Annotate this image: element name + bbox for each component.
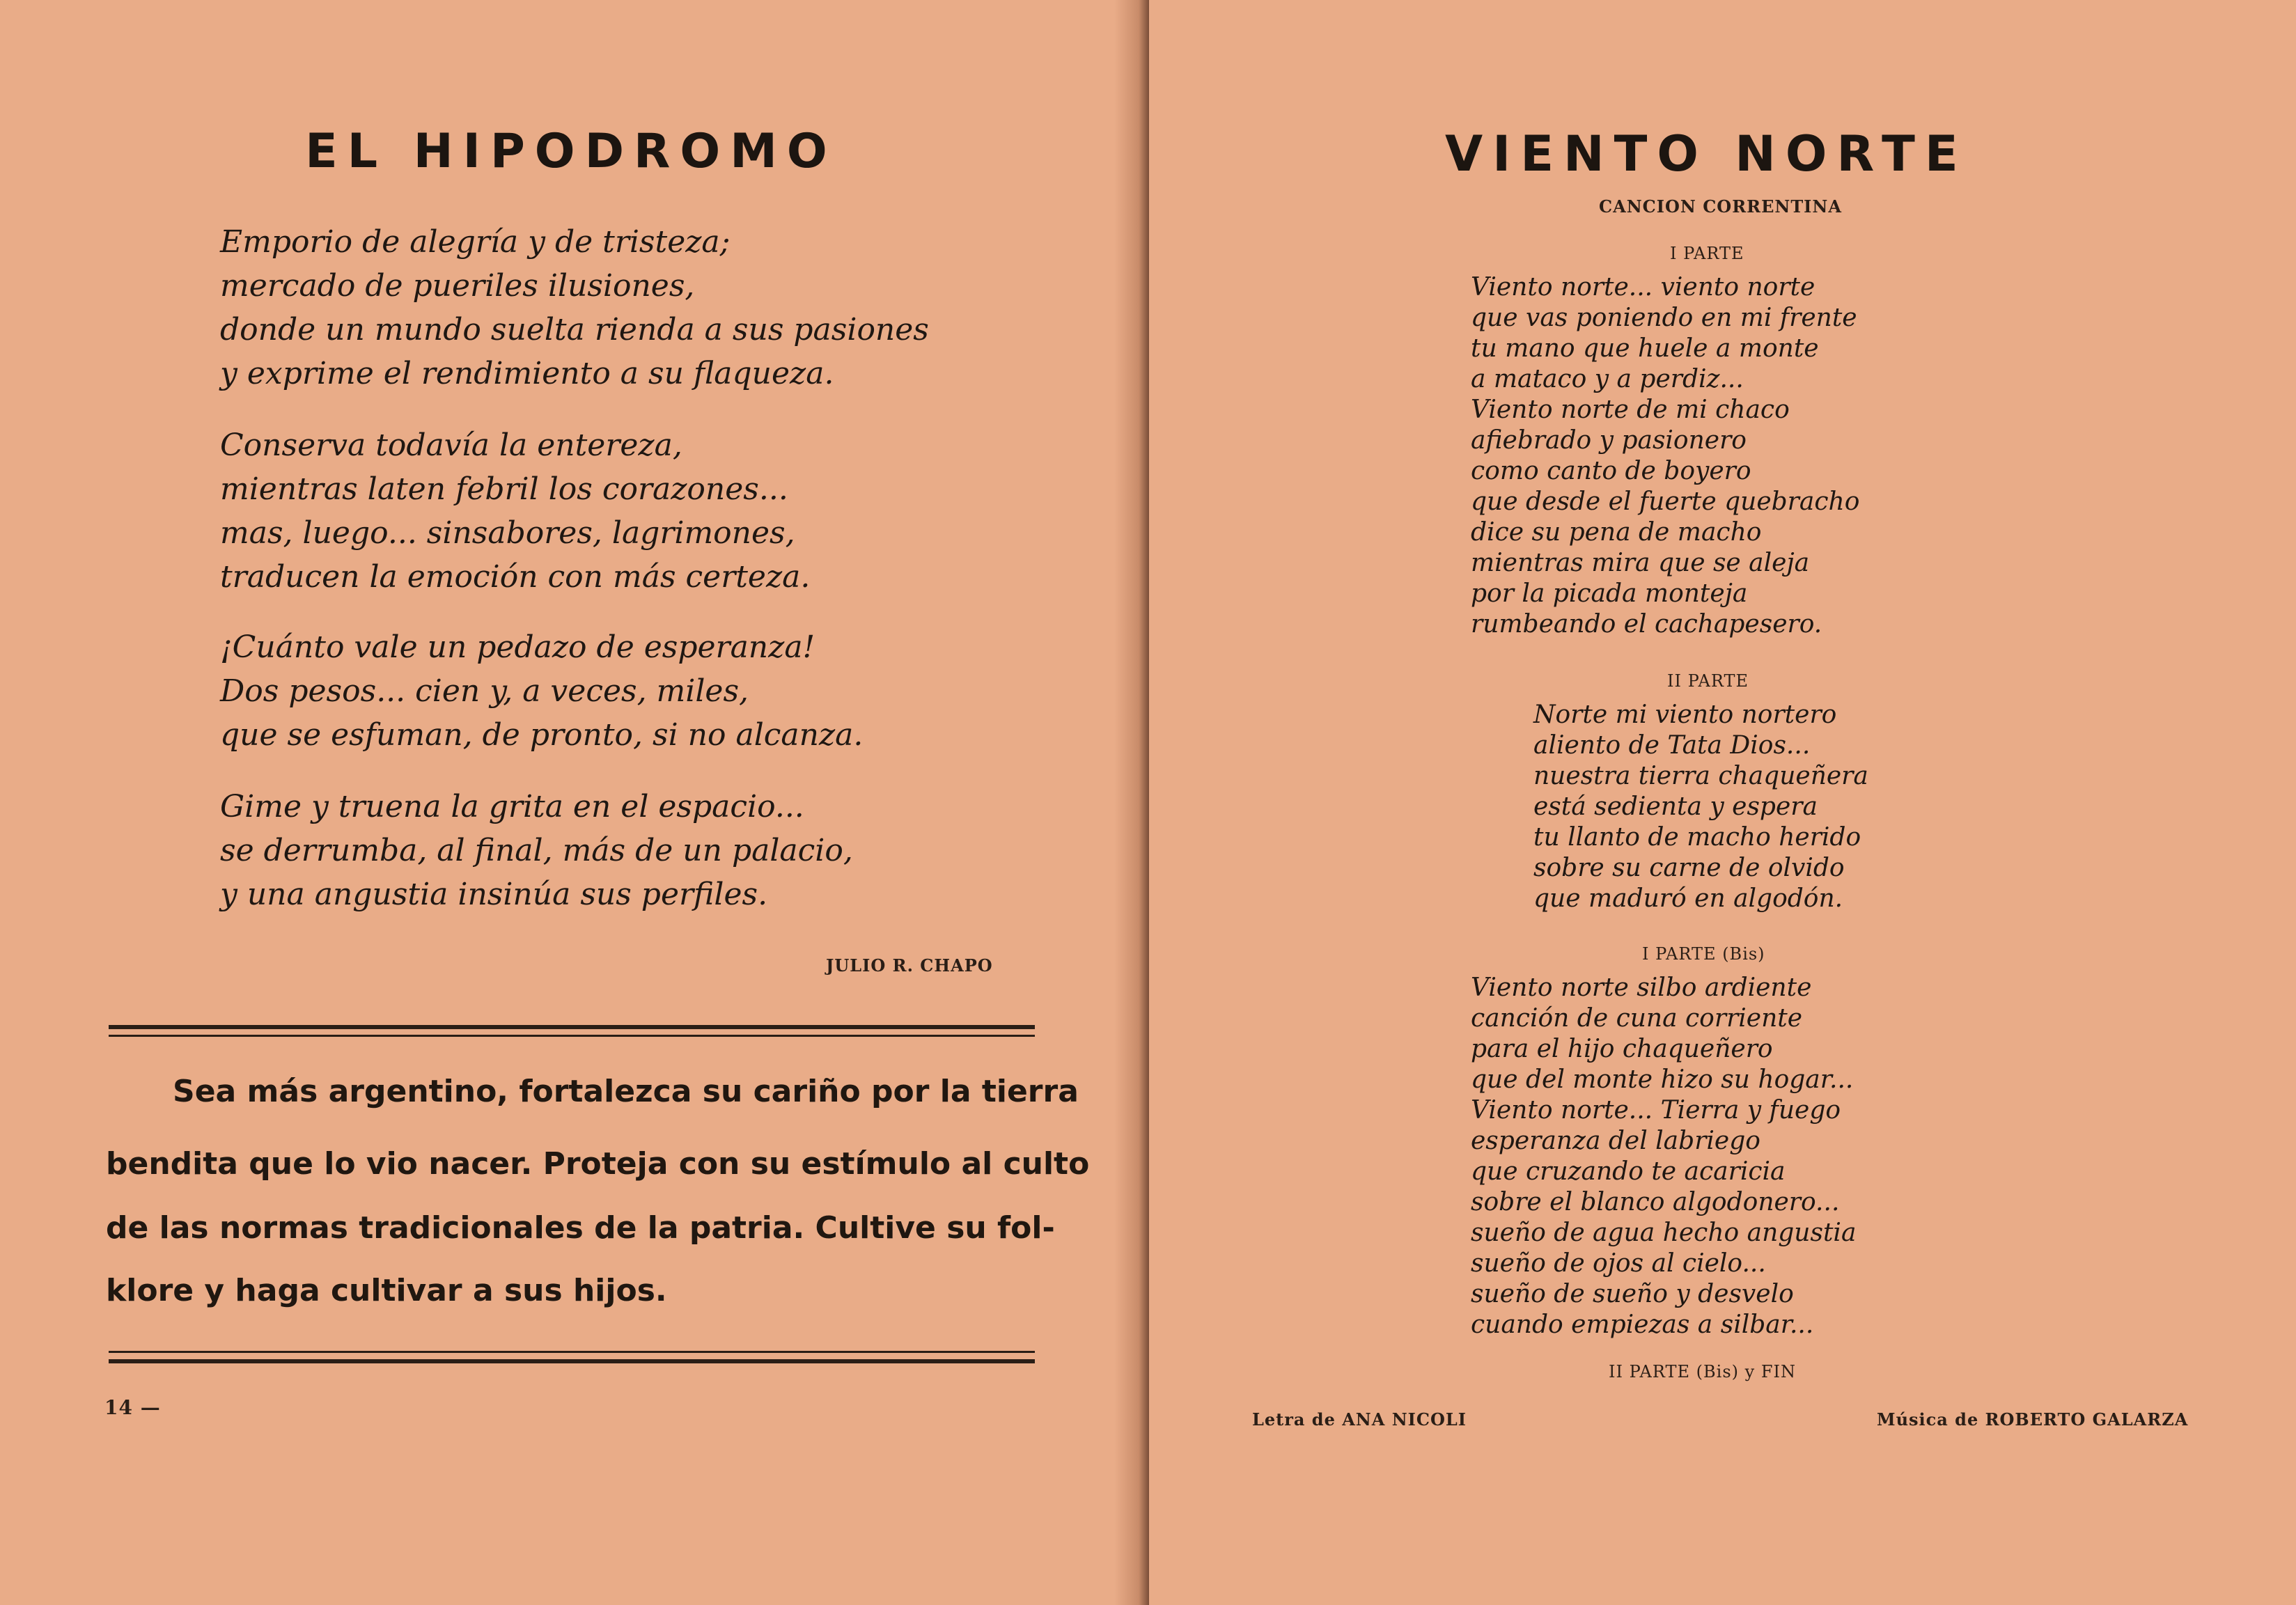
bottom-double-rule-a xyxy=(109,1351,1035,1353)
lyric-line: aliento de Tata Dios... xyxy=(1533,731,1811,760)
lyric-line: Viento norte... Tierra y fuego xyxy=(1471,1096,1841,1125)
poem-line: que se esfuman, de pronto, si no alcanza. xyxy=(220,717,864,753)
lyric-line: que vas poniendo en mi frente xyxy=(1471,304,1857,332)
poem-line: Gime y truena la grita en el espacio... xyxy=(220,789,804,824)
poem-line: mas, luego... sinsabores, lagrimones, xyxy=(220,515,795,551)
poem-line: ¡Cuánto vale un pedazo de esperanza! xyxy=(220,629,815,665)
lyric-line: que maduró en algodón. xyxy=(1533,884,1843,913)
lyric-line: nuestra tierra chaqueñera xyxy=(1533,762,1868,790)
lyric-line: Viento norte... viento norte xyxy=(1471,273,1815,302)
lyric-line: tu llanto de macho herido xyxy=(1533,823,1861,852)
poem-line: donde un mundo suelta rienda a sus pasiones xyxy=(220,312,929,347)
lyric-line: para el hijo chaqueñero xyxy=(1471,1035,1773,1063)
promo-line: klore y haga cultivar a sus hijos. xyxy=(106,1273,667,1308)
top-double-rule-b xyxy=(109,1035,1035,1037)
lyric-line: Norte mi viento nortero xyxy=(1533,700,1837,729)
lyric-line: mientras mira que se aleja xyxy=(1471,549,1810,577)
lyric-line: sueño de ojos al cielo... xyxy=(1471,1249,1766,1278)
poem-author: JULIO R. CHAPO xyxy=(826,955,993,976)
lyric-line: sueño de agua hecho angustia xyxy=(1471,1219,1857,1247)
part-label: I PARTE (Bis) xyxy=(1642,944,1765,964)
lyric-line: está sedienta y espera xyxy=(1533,792,1818,821)
poem-line: traducen la emoción con más certeza. xyxy=(220,559,811,595)
poem-line: mercado de pueriles ilusiones, xyxy=(220,268,695,304)
lyric-line: Viento norte silbo ardiente xyxy=(1471,973,1812,1002)
lyrics-credit: Letra de ANA NICOLI xyxy=(1252,1409,1467,1430)
poem-line: Conserva todavía la entereza, xyxy=(220,428,682,463)
poem-line: Dos pesos... cien y, a veces, miles, xyxy=(220,673,749,709)
lyric-line: que cruzando te acaricia xyxy=(1471,1157,1786,1186)
part-label: I PARTE xyxy=(1670,244,1744,263)
lyric-line: esperanza del labriego xyxy=(1471,1127,1760,1155)
poem-line: y una angustia insinúa sus perfiles. xyxy=(220,877,768,912)
lyric-line: como canto de boyero xyxy=(1471,457,1751,485)
lyric-line: sobre el blanco algodonero... xyxy=(1471,1188,1840,1216)
lyric-line: que del monte hizo su hogar... xyxy=(1471,1065,1854,1094)
lyric-line: que desde el fuerte quebracho xyxy=(1471,487,1860,516)
lyric-line: tu mano que huele a monte xyxy=(1471,334,1819,363)
poem-line: Emporio de alegría y de tristeza; xyxy=(220,224,731,260)
lyric-line: sobre su carne de olvido xyxy=(1533,854,1845,882)
bottom-double-rule-b xyxy=(109,1359,1035,1363)
top-double-rule-a xyxy=(109,1025,1035,1029)
right-page-title: VIENTO NORTE xyxy=(1445,125,1968,182)
poem-line: se derrumba, al final, más de un palacio, xyxy=(220,833,853,868)
part-label: II PARTE xyxy=(1667,671,1749,691)
lyric-line: por la picada monteja xyxy=(1471,579,1748,608)
page-number: 14 — xyxy=(104,1396,161,1419)
music-credit: Música de ROBERTO GALARZA xyxy=(1877,1409,2189,1430)
promo-line: bendita que lo vio nacer. Proteja con su estímulo al culto xyxy=(106,1146,1090,1182)
lyric-line: afiebrado y pasionero xyxy=(1471,426,1747,455)
left-page-title: EL HIPODROMO xyxy=(305,124,837,179)
lyric-line: sueño de sueño y desvelo xyxy=(1471,1280,1794,1308)
left-page xyxy=(0,0,1142,1605)
lyric-line: canción de cuna corriente xyxy=(1471,1004,1803,1033)
lyric-line: rumbeando el cachapesero. xyxy=(1471,610,1822,639)
lyric-line: dice su pena de macho xyxy=(1471,518,1762,547)
poem-line: mientras laten febril los corazones... xyxy=(220,471,788,507)
lyric-line: Viento norte de mi chaco xyxy=(1471,396,1790,424)
promo-line: Sea más argentino, fortalezca su cariño por la tierra xyxy=(173,1074,1079,1109)
lyric-line: cuando empiezas a silbar... xyxy=(1471,1310,1814,1339)
end-label: II PARTE (Bis) y FIN xyxy=(1609,1362,1796,1381)
poem-line: y exprime el rendimiento a su flaqueza. xyxy=(220,356,834,391)
lyric-line: a mataco y a perdiz... xyxy=(1471,365,1744,393)
song-subtitle: CANCION CORRENTINA xyxy=(1599,196,1842,217)
right-page xyxy=(1149,0,2296,1605)
promo-line: de las normas tradicionales de la patria. Cultive su fol- xyxy=(106,1210,1055,1246)
